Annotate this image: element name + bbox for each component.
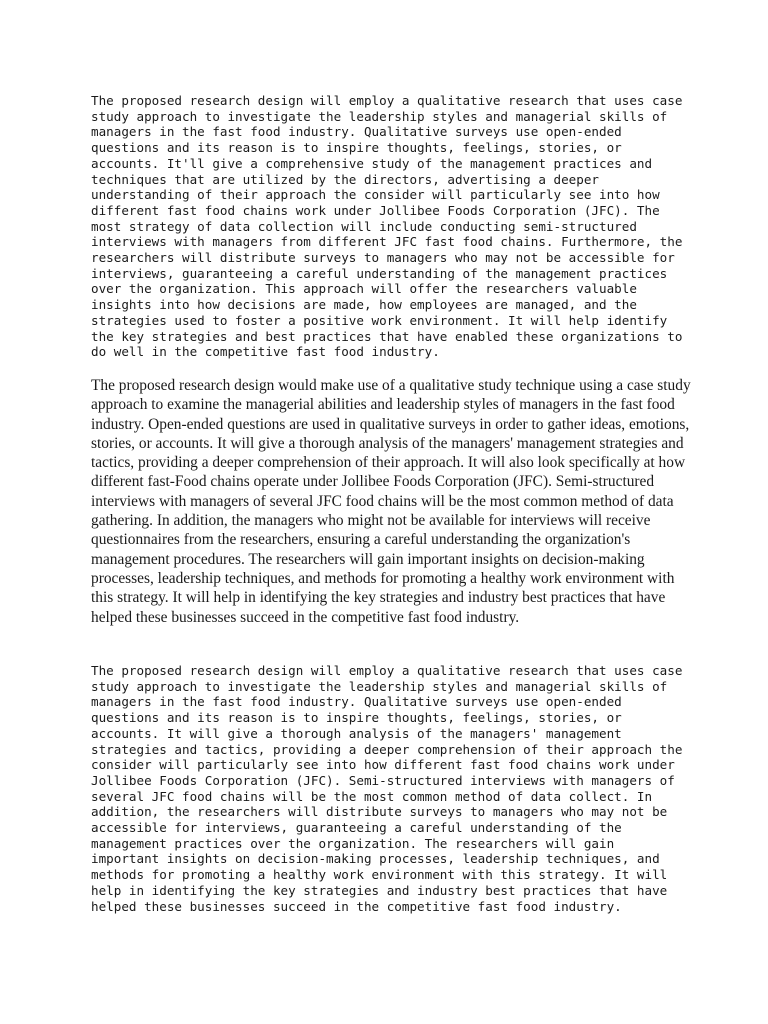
text-line: consider will particularly see into how different fast food chains work under — [91, 757, 675, 773]
text-line: interviews with managers of several JFC food chains will be the most common method of data — [91, 492, 674, 510]
text-line: different fast-Food chains operate under Jollibee Foods Corporation (JFC). Semi-structured — [91, 473, 655, 491]
text-line: tactics, providing a deeper comprehension of their approach. It will also look specifically at how — [91, 454, 686, 472]
text-line: managers in the fast food industry. Qualitative surveys use open-ended — [91, 124, 622, 140]
text-line: understanding of their approach the consider will particularly see into how — [91, 187, 660, 203]
text-line: accounts. It'll give a comprehensive study of the management practices and — [91, 155, 653, 171]
text-line: techniques that are utilized by the directors, advertising a deeper — [91, 171, 599, 187]
text-line: this strategy. It will help in identifying the key strategies and industry best practices that have — [91, 589, 666, 607]
text-line: helped these businesses succeed in the competitive fast food industry. — [91, 608, 520, 626]
text-line: accessible for interviews, guaranteeing a careful understanding of the — [91, 820, 622, 836]
text-line: industry. Open-ended questions are used in qualitative surveys in order to gather ideas, emotions, — [91, 415, 690, 433]
paragraph-2-serif — [91, 376, 691, 627]
text-line: do well in the competitive fast food industry. — [91, 344, 440, 360]
text-line: management practices over the organization. The researchers will gain — [91, 835, 615, 851]
text-line: questions and its reason is to inspire thoughts, feelings, stories, or — [91, 140, 622, 156]
text-line: questionnaires from the researchers, ensuring a careful understanding the organization's — [91, 531, 631, 549]
text-line: approach to examine the managerial abilities and leadership styles of managers in the fast food — [91, 396, 675, 414]
text-line: management procedures. The researchers will gain important insights on decision-making — [91, 550, 645, 568]
text-line: strategies and tactics, providing a deeper comprehension of their approach the — [91, 741, 683, 757]
text-line: The proposed research design would make use of a qualitative study technique using a case study — [91, 377, 691, 394]
text-line: study approach to investigate the leadership styles and managerial skills of — [91, 108, 668, 124]
text-line: addition, the researchers will distribute surveys to managers who may not be — [91, 804, 668, 820]
text-line: accounts. It will give a thorough analysis of the managers' management — [91, 725, 622, 741]
text-line: Jollibee Foods Corporation (JFC). Semi-structured interviews with managers of — [91, 772, 675, 788]
text-line: methods for promoting a healthy work environment with this strategy. It will — [91, 867, 668, 883]
text-line: important insights on decision-making processes, leadership techniques, and — [91, 851, 660, 867]
text-line: questions and its reason is to inspire thoughts, feelings, stories, or — [91, 710, 622, 726]
text-line: interviews with managers from different JFC fast food chains. Furthermore, the — [91, 234, 683, 250]
text-line: helped these businesses succeed in the competitive fast food industry. — [91, 898, 622, 914]
text-line: managers in the fast food industry. Qualitative surveys use open-ended — [91, 694, 622, 710]
paragraph-3-monospace — [91, 663, 682, 914]
text-line: The proposed research design will employ a qualitative research that uses case — [91, 93, 683, 108]
text-line: stories, or accounts. It will give a thorough analysis of the managers' management strategies and — [91, 434, 684, 452]
text-line: over the organization. This approach will offer the researchers valuable — [91, 281, 637, 297]
text-line: interviews, guaranteeing a careful understanding of the management practices — [91, 265, 668, 281]
text-line: insights into how decisions are made, how employees are managed, and the — [91, 297, 637, 313]
text-line: study approach to investigate the leadership styles and managerial skills of — [91, 678, 668, 694]
paragraph-1-monospace — [91, 93, 682, 360]
text-line: processes, leadership techniques, and methods for promoting a healthy work environment with — [91, 569, 675, 587]
text-line: gathering. In addition, the managers who might not be available for interviews will receive — [91, 512, 651, 530]
text-line: strategies used to foster a positive work environment. It will help identify — [91, 312, 668, 328]
text-line: most strategy of data collection will include conducting semi-structured — [91, 218, 637, 234]
text-line: several JFC food chains will be the most common method of data collect. In — [91, 788, 653, 804]
text-line: researchers will distribute surveys to managers who may not be accessible for — [91, 250, 675, 266]
text-line: The proposed research design will employ a qualitative research that uses case — [91, 663, 683, 678]
text-line: help in identifying the key strategies and industry best practices that have — [91, 882, 668, 898]
text-line: the key strategies and best practices that have enabled these organizations to — [91, 328, 683, 344]
text-line: different fast food chains work under Jollibee Foods Corporation (JFC). The — [91, 202, 660, 218]
